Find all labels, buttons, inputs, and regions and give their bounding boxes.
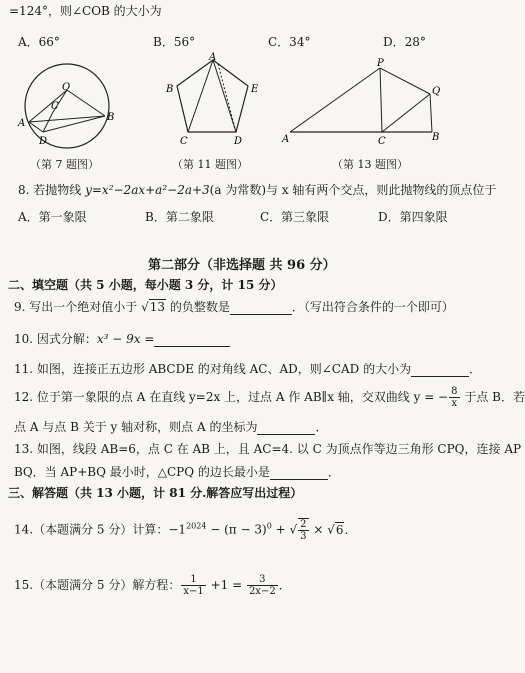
q12-line2-post: ．: [315, 420, 328, 434]
q14-exponent: 2024: [186, 521, 207, 531]
question-11: [14, 360, 481, 377]
section-2-title: 二、填空题（共 5 小题，每小题 3 分，计 15 分）: [8, 278, 283, 292]
q15-denominator-2: 2x−2: [248, 586, 276, 597]
q13-answer-blank[interactable]: [270, 467, 328, 480]
label-a: A: [282, 134, 290, 145]
q7-option-b: B．56°: [153, 35, 196, 49]
q12-answer-blank[interactable]: [257, 422, 315, 435]
label-q: Q: [432, 86, 441, 97]
q14-term-b: − (π − 3): [206, 522, 267, 537]
q11-text: 11. 如图，连接正五边形 ABCDE 的对角线 AC、AD，则∠CAD 的大小为: [14, 362, 412, 376]
label-d: D: [39, 136, 48, 147]
q15-denominator-1: x−1: [183, 586, 204, 597]
q14-times: ×: [309, 522, 328, 537]
q10-expression: x³ − 9x =: [96, 332, 155, 346]
q7-option-d: D．28°: [383, 35, 426, 49]
q14-fraction: [298, 518, 308, 542]
q14-term-a: −1: [168, 522, 187, 537]
label-c: C: [180, 136, 188, 147]
q8-option-d: D．第四象限: [378, 210, 448, 224]
q13-line2-post: ．: [327, 465, 340, 479]
q8-expression: y=x²−2ax+a²−2a+3: [85, 183, 210, 197]
q9-mid: 的负整数是: [166, 300, 230, 314]
q15-post: ．: [278, 578, 291, 592]
q15-pre: 15.（本题满分 5 分）解方程：: [14, 578, 181, 592]
figure-11-pentagon-diagram: [160, 52, 270, 150]
q15-fraction-1: [181, 574, 205, 597]
caption-figure-11: （第 11 题图）: [172, 158, 248, 171]
q14-post: ．: [344, 522, 357, 537]
q14-numerator: 2: [300, 519, 307, 530]
question-14: [14, 518, 357, 542]
question-12-line2: [14, 418, 327, 435]
part-2-title: 第二部分（非选择题 共 96 分）: [148, 258, 336, 273]
label-d: D: [234, 136, 243, 147]
q7-option-c: C．34°: [268, 35, 311, 49]
question-15: [14, 574, 291, 597]
figure-7-circle-diagram: [15, 54, 125, 154]
q14-plus: +: [271, 522, 290, 537]
section-3-title: 三、解答题（共 13 小题，计 81 分.解答应写出过程）: [8, 486, 303, 500]
q9-post: ．（写出符合条件的一个即可）: [291, 300, 454, 314]
label-o: O: [62, 82, 71, 93]
q9-radicand: 13: [149, 300, 166, 314]
label-a: A: [209, 52, 217, 63]
label-p: P: [377, 58, 384, 69]
q11-post: ．: [469, 362, 482, 376]
q12-fraction: [449, 386, 459, 409]
caption-figure-13: （第 13 题图）: [332, 158, 408, 171]
q14-denominator: 3: [300, 531, 307, 542]
question-9: [14, 298, 454, 315]
caption-figure-7: （第 7 题图）: [30, 158, 99, 171]
label-b: B: [166, 84, 174, 95]
question-10: [14, 330, 230, 347]
q12-denominator: x: [451, 398, 458, 409]
sqrt-icon: √: [141, 300, 149, 314]
q12-pre: 12. 位于第一象限的点 A 在直线 y=2x 上，过点 A 作 AB∥x 轴，交双曲线 y = −: [14, 390, 449, 404]
q8-option-b: B．第二象限: [145, 210, 214, 224]
q8-pre: 8. 若抛物线: [18, 183, 86, 197]
label-c: C: [51, 101, 59, 112]
q12-numerator: 8: [451, 386, 458, 397]
q14-radicand: 6: [335, 522, 344, 537]
question-13-line2: [14, 463, 340, 480]
q9-answer-blank[interactable]: [230, 302, 292, 315]
label-c: C: [378, 136, 386, 147]
label-b: B: [107, 112, 115, 123]
question-8: [18, 181, 496, 198]
q15-numerator-2: 3: [247, 574, 278, 586]
q12-post: 于点 B．若: [460, 390, 525, 404]
q8-option-c: C．第三象限: [260, 210, 330, 224]
question-continuation: =124°，则∠COB 的大小为: [9, 4, 162, 18]
q8-post: (a 为常数)与 x 轴有两个交点，则此抛物线的顶点位于: [209, 183, 497, 197]
q13-line2-text: BQ．当 AP+BQ 最小时，△CPQ 的边长最小是: [14, 465, 270, 479]
label-e: E: [251, 84, 259, 95]
sqrt-icon: √: [289, 522, 298, 537]
q15-numerator-1: 1: [181, 574, 205, 586]
q10-pre: 10. 因式分解：: [14, 332, 97, 346]
q14-pre: 14.（本题满分 5 分）计算：: [14, 522, 169, 537]
q15-fraction-2: [247, 574, 278, 597]
q8-option-a: A．第一象限: [18, 210, 87, 224]
q14-exponent-zero: 0: [266, 521, 272, 531]
label-b: B: [432, 132, 440, 143]
question-12: [14, 386, 525, 409]
question-13: 13. 如图，线段 AB=6，点 C 在 AB 上，且 AC=4. 以 C 为顶点作等边三角形 CPQ，连接 AP: [14, 442, 522, 456]
q12-line2-text: 点 A 与点 B 关于 y 轴对称，则点 A 的坐标为: [14, 420, 258, 434]
q11-answer-blank[interactable]: [411, 364, 469, 377]
figure-13-triangle-diagram: [282, 54, 452, 150]
q15-mid: +1 =: [206, 578, 246, 592]
q7-option-a: A．66°: [18, 35, 60, 49]
q10-answer-blank[interactable]: [154, 334, 230, 347]
label-a: A: [18, 118, 26, 129]
sqrt-icon: √: [327, 522, 335, 537]
q9-pre: 9. 写出一个绝对值小于: [14, 300, 142, 314]
